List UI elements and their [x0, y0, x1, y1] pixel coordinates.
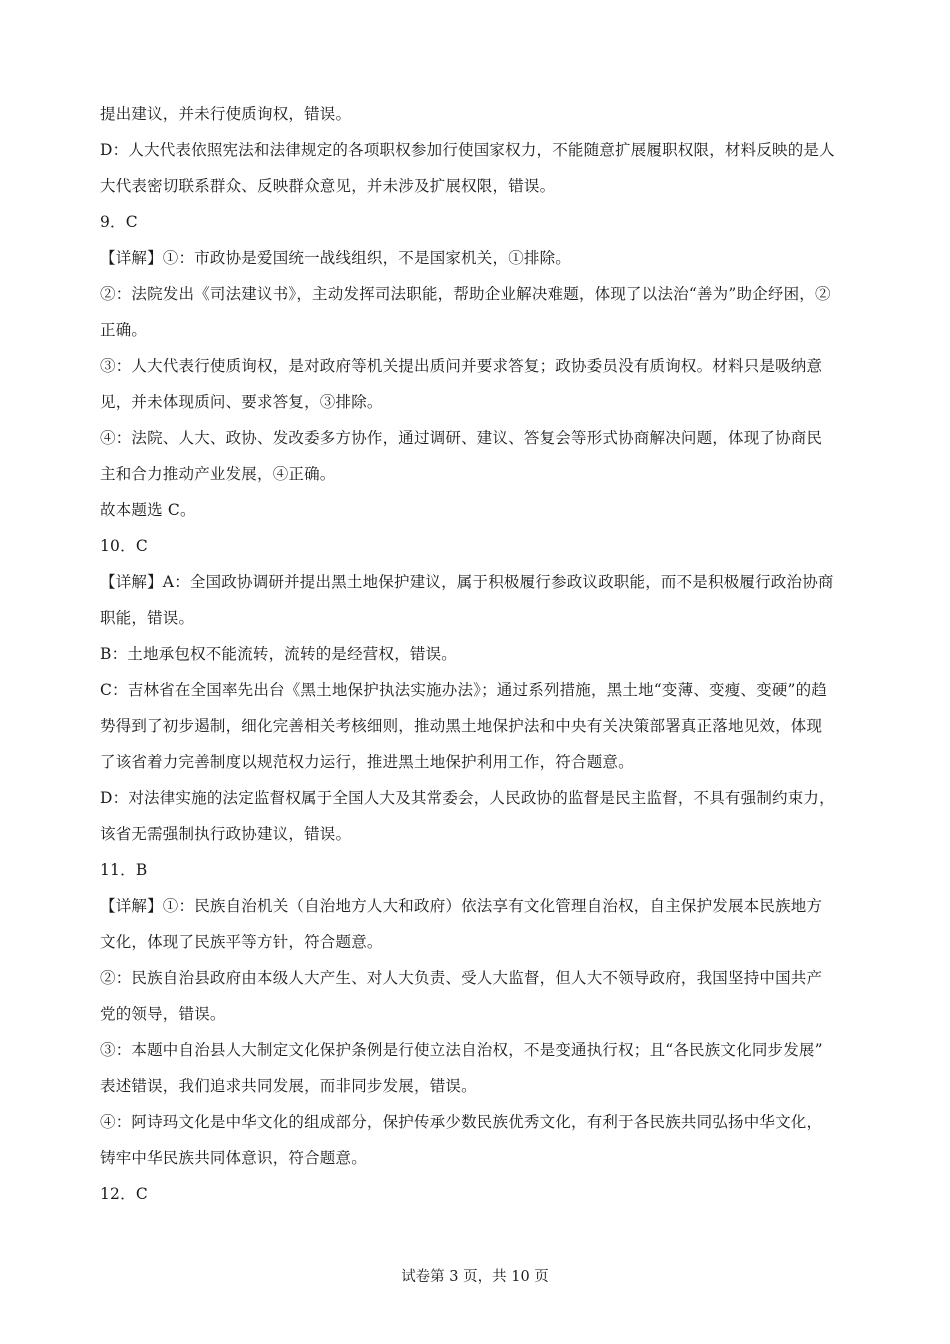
text-line: B：土地承包权不能流转，流转的是经营权，错误。: [100, 645, 457, 663]
question-answer: 12．C: [100, 1185, 148, 1203]
text-line: 故本题选 C。: [100, 501, 196, 519]
text-line: 势得到了初步遏制，细化完善相关考核细则，推动黑土地保护法和中央有关决策部署真正落地见效，体现: [100, 717, 823, 735]
text-line: D：对法律实施的法定监督权属于全国人大及其常委会，人民政协的监督是民主监督，不具有强制约束力，: [100, 789, 835, 807]
text-line: C：吉林省在全国率先出台《黑土地保护执法实施办法》；通过系列措施，黑土地“变薄、变瘦、变硬”的趋: [100, 681, 828, 699]
text-line: ④：法院、人大、政协、发改委多方协作，通过调研、建议、答复会等形式协商解决问题，体现了协商民: [100, 429, 823, 447]
text-line: 见，并未体现质问、要求答复，③排除。: [100, 393, 383, 411]
text-line: 正确。: [100, 321, 148, 339]
answer-text: [100, 96, 860, 1212]
text-line: 提出建议，并未行使质询权，错误。: [100, 105, 352, 123]
question-answer: 9．C: [100, 213, 138, 231]
text-line: 文化，体现了民族平等方针，符合题意。: [100, 933, 383, 951]
text-line: 【详解】①：市政协是爱国统一战线组织，不是国家机关，①排除。: [100, 249, 572, 267]
page-footer: 试卷第 3 页，共 10 页: [401, 1269, 549, 1285]
text-line: D：人大代表依照宪法和法律规定的各项职权参加行使国家权力，不能随意扩展履职权限，材料反映的是人: [100, 141, 835, 159]
question-answer: 11．B: [100, 861, 148, 879]
text-line: 【详解】A：全国政协调研并提出黑土地保护建议，属于积极履行参政议政职能，而不是积极履行政治协商: [100, 573, 834, 591]
text-line: ④：阿诗玛文化是中华文化的组成部分，保护传承少数民族优秀文化，有利于各民族共同弘扬中华文化，: [100, 1113, 823, 1131]
text-line: ③：人大代表行使质询权，是对政府等机关提出质问并要求答复；政协委员没有质询权。材料只是吸纳意: [100, 357, 823, 375]
text-line: 大代表密切联系群众、反映群众意见，并未涉及扩展权限，错误。: [100, 177, 556, 195]
text-line: 表述错误，我们追求共同发展，而非同步发展，错误。: [100, 1077, 477, 1095]
text-line: 党的领导，错误。: [100, 1005, 226, 1023]
question-answer: 10．C: [100, 537, 148, 555]
text-line: 该省无需强制执行政协建议，错误。: [100, 825, 352, 843]
text-line: 职能，错误。: [100, 609, 195, 627]
text-line: ②：法院发出《司法建议书》，主动发挥司法职能，帮助企业解决难题，体现了以法治“善为”助企纾困，②: [100, 285, 831, 303]
text-line: ③：本题中自治县人大制定文化保护条例是行使立法自治权，不是变通执行权；且“各民族文化同步发展”: [100, 1041, 823, 1059]
text-line: 主和合力推动产业发展，④正确。: [100, 465, 336, 483]
text-line: 了该省着力完善制度以规范权力运行，推进黑土地保护利用工作，符合题意。: [100, 753, 634, 771]
text-line: 铸牢中华民族共同体意识，符合题意。: [100, 1149, 367, 1167]
text-line: ②：民族自治县政府由本级人大产生、对人大负责、受人大监督，但人大不领导政府，我国坚持中国共产: [100, 969, 823, 987]
text-line: 【详解】①：民族自治机关（自治地方人大和政府）依法享有文化管理自治权，自主保护发展本民族地方: [100, 897, 823, 915]
